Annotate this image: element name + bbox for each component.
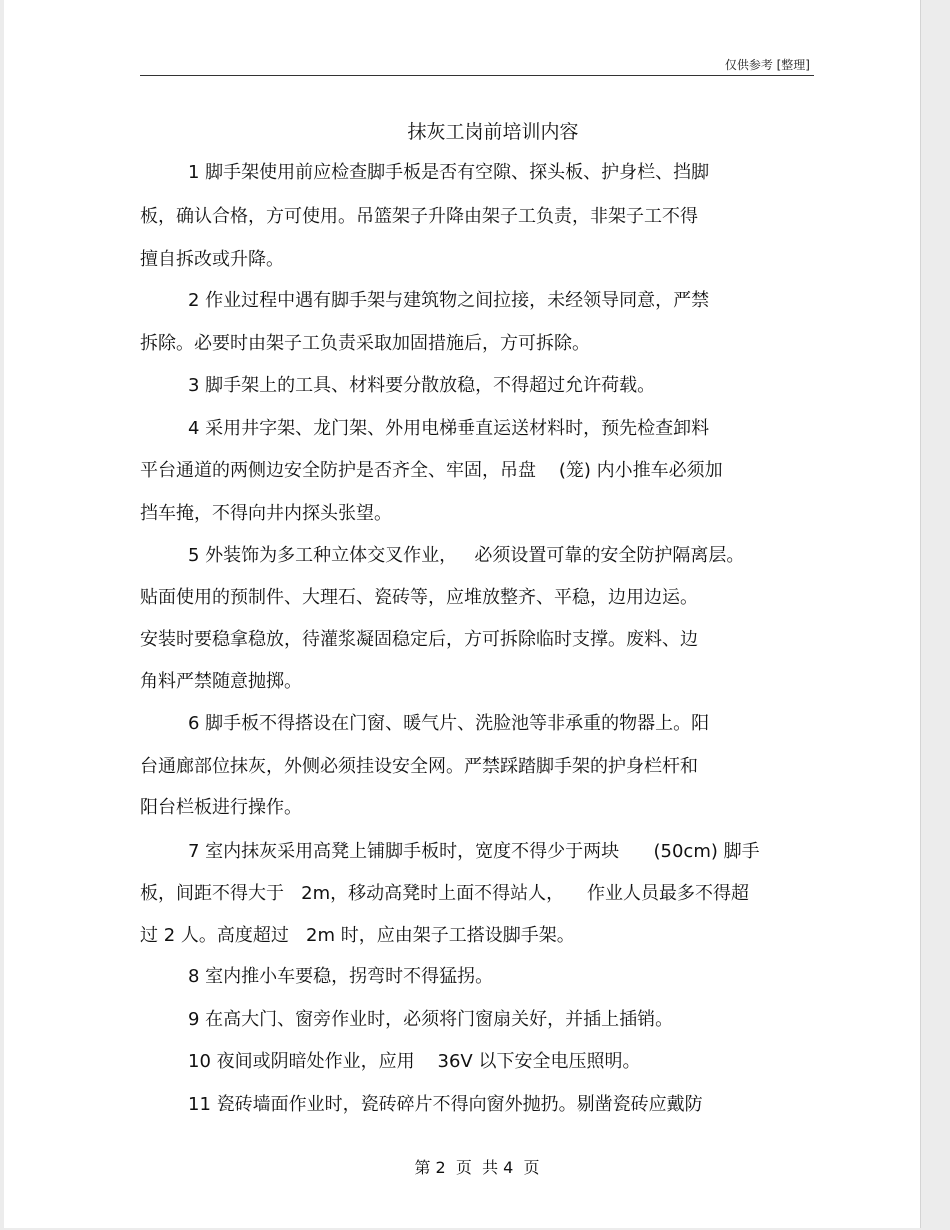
body-line: 挡车掩，不得向井内探头张望。: [140, 503, 392, 524]
body-line: 安装时要稳拿稳放，待灌浆凝固稳定后，方可拆除临时支撑。废料、边: [140, 629, 698, 650]
body-line: 5 外装饰为多工种立体交叉作业， 必须设置可靠的安全防护隔离层。: [188, 545, 745, 566]
body-line: 过 2 人。高度超过 2m 时，应由架子工搭设脚手架。: [140, 925, 575, 946]
body-line: 贴面使用的预制件、大理石、瓷砖等，应堆放整齐、平稳，边用边运。: [140, 587, 698, 608]
body-line: 4 采用井字架、龙门架、外用电梯垂直运送材料时，预先检查卸料: [188, 418, 710, 439]
page-number-footer: 第 2 页 共 4 页: [414, 1158, 540, 1177]
body-line: 台通廊部位抹灰，外侧必须挂设安全网。严禁踩踏脚手架的护身栏杆和: [140, 756, 698, 777]
body-line: 板，确认合格，方可使用。吊篮架子升降由架子工负责，非架子工不得: [140, 206, 698, 227]
body-line: 2 作业过程中遇有脚手架与建筑物之间拉接，未经领导同意，严禁: [188, 290, 710, 311]
body-line: 擅自拆改或升降。: [140, 249, 284, 270]
body-line: 8 室内推小车要稳，拐弯时不得猛拐。: [188, 966, 494, 987]
body-line: 7 室内抹灰采用高凳上铺脚手板时，宽度不得少于两块 (50cm) 脚手: [188, 841, 760, 862]
page-title: 抹灰工岗前培训内容: [407, 121, 579, 143]
body-line: 10 夜间或阴暗处作业，应用 36V 以下安全电压照明。: [188, 1051, 641, 1072]
body-line: 板，间距不得大于 2m，移动高凳时上面不得站人， 作业人员最多不得超: [140, 883, 750, 904]
body-line: 阳台栏板进行操作。: [140, 797, 302, 818]
body-line: 3 脚手架上的工具、材料要分散放稳，不得超过允许荷载。: [188, 375, 656, 396]
body-line: 9 在高大门、窗旁作业时，必须将门窗扇关好，并插上插销。: [188, 1009, 674, 1030]
body-line: 1 脚手架使用前应检查脚手板是否有空隙、探头板、护身栏、挡脚: [188, 162, 710, 183]
body-line: 平台通道的两侧边安全防护是否齐全、牢固，吊盘 (笼) 内小推车必须加: [140, 460, 723, 481]
header-divider: [140, 75, 814, 76]
body-line: 角料严禁随意抛掷。: [140, 671, 302, 692]
body-line: 6 脚手板不得搭设在门窗、暖气片、洗脸池等非承重的物器上。阳: [188, 713, 710, 734]
header-note: 仅供参考 [整理]: [724, 58, 810, 72]
body-line: 11 瓷砖墙面作业时，瓷砖碎片不得向窗外抛扔。剔凿瓷砖应戴防: [188, 1094, 703, 1115]
document-page: [4, 0, 921, 1228]
body-line: 拆除。必要时由架子工负责采取加固措施后，方可拆除。: [140, 333, 590, 354]
